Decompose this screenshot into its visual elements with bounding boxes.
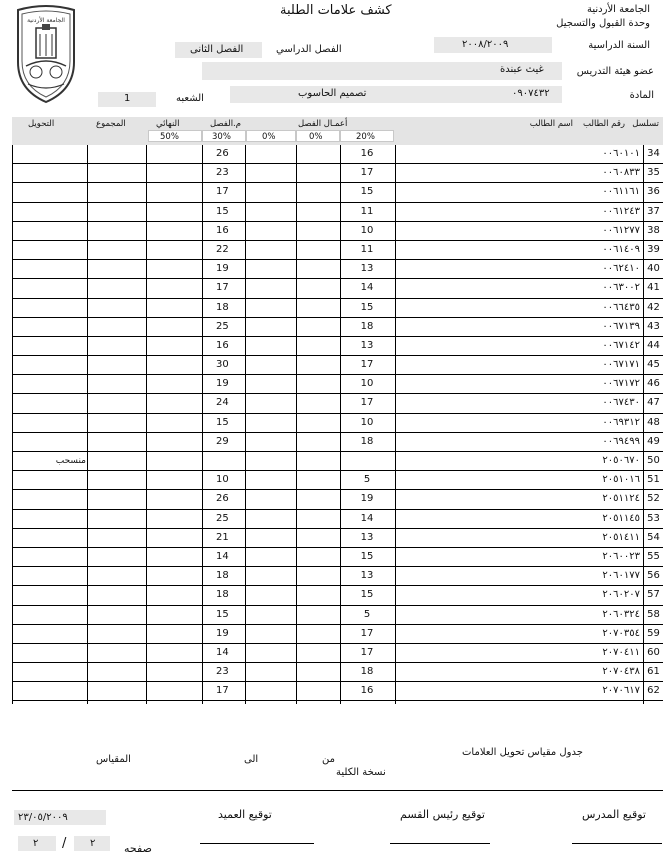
cell-student-id: ٢٠٧٠٣٥٤ [602, 627, 640, 639]
cell-seq: 58 [647, 608, 660, 620]
cell-coursework: 13 [360, 570, 374, 582]
table-row [12, 375, 663, 394]
cell-coursework: 17 [360, 359, 374, 371]
cell-midterm: 15 [216, 416, 229, 428]
table-row [12, 567, 663, 586]
cell-seq: 57 [647, 589, 660, 601]
cell-coursework: 14 [360, 512, 374, 524]
university-name: الجامعة الأردنية [587, 4, 650, 15]
cell-student-id: ٢٠٦٠٣٢٤ [602, 608, 640, 620]
cell-student-id: ٢٠٧٠٤٣٨ [602, 666, 640, 678]
cell-seq: 53 [647, 512, 660, 524]
cell-transfer [16, 375, 86, 393]
table-row [12, 548, 663, 567]
instructor-signature-label: توقيع المدرس [582, 808, 646, 821]
cell-coursework: 11 [360, 205, 374, 217]
cell-midterm: 10 [216, 474, 229, 486]
course-label: المادة [629, 90, 654, 101]
pct-other2: 0% [262, 132, 276, 142]
cell-student-id: ٠٠٦١١٦١ [602, 186, 640, 198]
cell-student-id: ٢٠٥١٤١١ [602, 531, 640, 543]
cell-seq: 51 [647, 474, 660, 486]
cell-seq: 49 [647, 435, 660, 447]
table-row [12, 510, 663, 529]
faculty-label: عضو هيئة التدريس [576, 66, 654, 77]
cell-transfer [16, 586, 86, 604]
cell-seq: 34 [647, 148, 660, 159]
cell-midterm: 23 [216, 666, 229, 678]
cell-coursework: 15 [360, 301, 374, 313]
table-row [12, 318, 663, 337]
cell-midterm: 15 [216, 608, 229, 620]
table-row [12, 299, 663, 318]
table-row [12, 625, 663, 644]
table-column-divider [245, 145, 246, 704]
cell-student-id: ٢٠٦٠١٧٧ [602, 570, 640, 582]
cell-midterm: 26 [216, 148, 229, 159]
cell-seq: 43 [647, 320, 660, 332]
cell-seq: 44 [647, 339, 660, 351]
cell-seq: 46 [647, 378, 660, 390]
cell-transfer [16, 394, 86, 412]
cell-transfer [16, 318, 86, 336]
college-copy-label: نسخة الكلية [336, 767, 386, 778]
cell-midterm: 17 [216, 186, 229, 198]
cell-midterm: 22 [216, 243, 229, 255]
cell-seq: 48 [647, 416, 660, 428]
cell-student-id: ٠٠٦٠٨٣٣ [602, 167, 640, 179]
cell-midterm [202, 452, 246, 470]
table-header [12, 117, 663, 145]
cell-midterm: 29 [216, 435, 229, 447]
cell-coursework: 15 [360, 186, 374, 198]
cell-student-id: ٠٠٦٩٣١٢ [602, 416, 640, 428]
cell-seq: 36 [647, 186, 660, 198]
dean-signature-label: توقيع العميد [218, 808, 272, 821]
cell-midterm: 14 [216, 550, 229, 562]
cell-student-id: ٠٠٦٧٤٣٠ [602, 397, 640, 409]
cell-midterm: 23 [216, 167, 229, 179]
cell-coursework: 11 [360, 243, 374, 255]
table-row [12, 164, 663, 183]
cell-transfer [16, 529, 86, 547]
cell-coursework: 17 [360, 397, 374, 409]
cell-student-id: ٢٠٥١٠١٦ [602, 474, 640, 486]
cell-transfer [16, 567, 86, 585]
unit-name: وحدة القبول والتسجيل [556, 18, 650, 29]
cell-midterm: 21 [216, 531, 229, 543]
scale-to-label: الى [244, 754, 259, 765]
cell-seq: 38 [647, 224, 660, 236]
page-current: ٢ [90, 838, 96, 849]
scale-from-label: من [322, 754, 335, 765]
table-row [12, 586, 663, 605]
cell-midterm: 19 [216, 627, 229, 639]
pct-midterm: 30% [212, 132, 231, 142]
cell-coursework [340, 452, 394, 470]
cell-seq: 39 [647, 243, 660, 255]
cell-transfer [16, 606, 86, 624]
table-column-divider [395, 145, 396, 704]
cell-midterm: 16 [216, 339, 229, 351]
table-row [12, 203, 663, 222]
page-total: ٢ [33, 838, 39, 849]
cell-seq: 56 [647, 570, 660, 582]
table-column-divider [340, 145, 341, 704]
page-title: كشف علامات الطلبة [280, 3, 392, 18]
cell-seq: 54 [647, 531, 660, 543]
scale-table-label: جدول مقياس تحويل العلامات [462, 747, 583, 758]
table-row [12, 356, 663, 375]
cell-transfer [16, 625, 86, 643]
cell-coursework: 13 [360, 531, 374, 543]
cell-transfer [16, 164, 86, 182]
cell-transfer [16, 433, 86, 451]
cell-midterm: 18 [216, 301, 229, 313]
cell-midterm: 17 [216, 282, 229, 294]
cell-seq: 61 [647, 666, 660, 678]
table-row [12, 452, 663, 471]
cell-student-id: ٢٠٥١١٤٥ [602, 512, 640, 524]
table-column-divider [296, 145, 297, 704]
col-coursework: أعمـال الفصل [298, 119, 348, 129]
cell-transfer [16, 183, 86, 201]
university-crest-icon [14, 4, 78, 104]
dean-signature-line [200, 843, 314, 844]
cell-transfer [16, 279, 86, 297]
table-row [12, 663, 663, 682]
cell-transfer [16, 337, 86, 355]
cell-transfer: منسحب [55, 456, 86, 466]
cell-coursework: 5 [363, 474, 371, 486]
cell-midterm: 19 [216, 378, 229, 390]
cell-transfer [16, 644, 86, 662]
instructor-signature-line [572, 843, 662, 844]
cell-seq: 45 [647, 359, 660, 371]
course-code: ٠٩٠٧٤٣٢ [512, 88, 550, 99]
cell-transfer [16, 471, 86, 489]
cell-coursework: 18 [360, 320, 374, 332]
table-column-divider [643, 145, 644, 704]
cell-seq: 41 [647, 282, 660, 294]
cell-seq: 59 [647, 627, 660, 639]
col-transfer: التحويل [28, 119, 55, 129]
grades-table [12, 145, 663, 701]
cell-seq: 52 [647, 493, 660, 505]
cell-transfer [16, 260, 86, 278]
cell-seq: 47 [647, 397, 660, 409]
cell-coursework: 15 [360, 589, 374, 601]
cell-student-id: ٠٠٦٧١٣٩ [602, 320, 640, 332]
table-row [12, 222, 663, 241]
cell-transfer [16, 222, 86, 240]
table-row [12, 433, 663, 452]
cell-midterm: 19 [216, 263, 229, 275]
page-label: صفحه [124, 842, 152, 855]
table-row [12, 241, 663, 260]
cell-coursework: 16 [360, 685, 374, 697]
table-row [12, 471, 663, 490]
table-row [12, 682, 663, 701]
section-label: الشعبه [176, 93, 204, 104]
cell-seq: 62 [647, 685, 660, 697]
faculty-value: غيث عبندة [500, 64, 544, 75]
cell-seq: 50 [647, 455, 660, 466]
cell-midterm: 26 [216, 493, 229, 505]
cell-coursework: 14 [360, 282, 374, 294]
table-row [12, 414, 663, 433]
cell-transfer [16, 414, 86, 432]
head-signature-line [390, 843, 490, 844]
cell-coursework: 10 [360, 224, 374, 236]
cell-student-id: ٠٠٦٧١٧٢ [602, 378, 640, 390]
cell-student-id: ٠٠٦٩٤٩٩ [602, 435, 640, 447]
cell-student-id: ٠٠٦٣٠٠٢ [602, 282, 640, 294]
cell-coursework: 17 [360, 646, 374, 658]
cell-midterm: 25 [216, 512, 229, 524]
cell-student-id: ٢٠٦٠٢٠٧ [602, 589, 640, 601]
cell-midterm: 25 [216, 320, 229, 332]
cell-midterm: 15 [216, 205, 229, 217]
table-column-divider [202, 145, 203, 704]
table-column-divider [146, 145, 147, 704]
pct-other1: 0% [309, 132, 323, 142]
academic-year-value: ٢٠٠٨/٢٠٠٩ [462, 39, 509, 50]
table-column-divider [12, 145, 13, 704]
table-row [12, 337, 663, 356]
cell-seq: 37 [647, 205, 660, 217]
cell-student-id: ٠٠٦١٢٧٧ [602, 224, 640, 236]
semester-value: الفصل الثانى [190, 44, 244, 55]
table-column-divider [87, 145, 88, 704]
footer-divider [12, 790, 663, 791]
col-midterm: م.الفصل [210, 119, 242, 129]
cell-midterm: 17 [216, 685, 229, 697]
cell-coursework: 19 [360, 493, 374, 505]
cell-student-id: ٠٠٦٧١٤٢ [602, 339, 640, 351]
cell-transfer [16, 510, 86, 528]
cell-transfer [16, 145, 86, 163]
col-student-name: اسم الطالب [529, 119, 573, 129]
cell-coursework: 16 [360, 148, 374, 159]
cell-coursework: 17 [360, 167, 374, 179]
cell-student-id: ٠٠٦٠١٠١ [602, 148, 640, 159]
cell-student-id: ٢٠٥١١٢٤ [602, 493, 640, 505]
print-date: ٢٣/٠٥/٢٠٠٩ [18, 812, 68, 823]
cell-student-id: ٢٠٧٠٤١١ [602, 646, 640, 658]
cell-seq: 35 [647, 167, 660, 179]
academic-year-label: السنة الدراسية [588, 40, 650, 51]
semester-label: الفصل الدراسي [276, 44, 342, 55]
cell-midterm: 18 [216, 589, 229, 601]
cell-midterm: 14 [216, 646, 229, 658]
cell-midterm: 16 [216, 224, 229, 236]
cell-transfer [16, 682, 86, 700]
section-value: 1 [124, 93, 131, 104]
page-separator: / [62, 836, 67, 851]
cell-coursework: 18 [360, 666, 374, 678]
col-final: النهائي [156, 119, 180, 129]
cell-seq: 40 [647, 263, 660, 275]
cell-transfer [16, 241, 86, 259]
cell-coursework: 10 [360, 416, 374, 428]
cell-seq: 55 [647, 550, 660, 562]
table-row [12, 529, 663, 548]
cell-student-id: ٠٠٦٦٤٣٥ [602, 301, 640, 313]
cell-transfer [16, 299, 86, 317]
table-row [12, 145, 663, 164]
cell-coursework: 17 [360, 627, 374, 639]
cell-seq: 60 [647, 646, 660, 658]
cell-coursework: 18 [360, 435, 374, 447]
cell-midterm: 24 [216, 397, 229, 409]
cell-transfer [16, 490, 86, 508]
head-signature-label: توقيع رئيس القسم [400, 808, 485, 821]
cell-transfer [16, 203, 86, 221]
course-name: تصميم الحاسوب [298, 88, 367, 99]
cell-seq: 42 [647, 301, 660, 313]
cell-coursework: 13 [360, 263, 374, 275]
cell-student-id: ٠٠٦٢٤١٠ [602, 263, 640, 275]
pct-coursework: 20% [356, 132, 375, 142]
col-seq: تسلسل [632, 119, 659, 129]
cell-student-id: ٠٠٦١٤٠٩ [602, 243, 640, 255]
cell-coursework: 15 [360, 550, 374, 562]
cell-transfer [16, 548, 86, 566]
cell-coursework: 10 [360, 378, 374, 390]
cell-coursework: 5 [363, 608, 371, 620]
cell-midterm: 30 [216, 359, 229, 371]
cell-student-id: ٢٠٥٠٦٧٠ [602, 455, 640, 466]
crest-lettering: الجامعة الأردنية [27, 17, 65, 24]
table-row [12, 279, 663, 298]
cell-coursework: 13 [360, 339, 374, 351]
cell-transfer [16, 663, 86, 681]
pct-final: 50% [160, 132, 179, 142]
table-row [12, 183, 663, 202]
col-total: المجموع [96, 119, 126, 129]
table-row [12, 394, 663, 413]
table-row [12, 606, 663, 625]
cell-transfer [16, 356, 86, 374]
cell-student-id: ٠٠٦٧١٧١ [602, 359, 640, 371]
col-student-id: رقم الطالب [583, 119, 625, 129]
scale-label: المقياس [96, 754, 131, 765]
cell-midterm: 18 [216, 570, 229, 582]
cell-student-id: ٢٠٧٠٦١٧ [602, 685, 640, 697]
cell-student-id: ٢٠٦٠٠٢٣ [602, 550, 640, 562]
table-row [12, 644, 663, 663]
table-row [12, 260, 663, 279]
table-row [12, 490, 663, 509]
cell-student-id: ٠٠٦١٢٤٣ [602, 205, 640, 217]
